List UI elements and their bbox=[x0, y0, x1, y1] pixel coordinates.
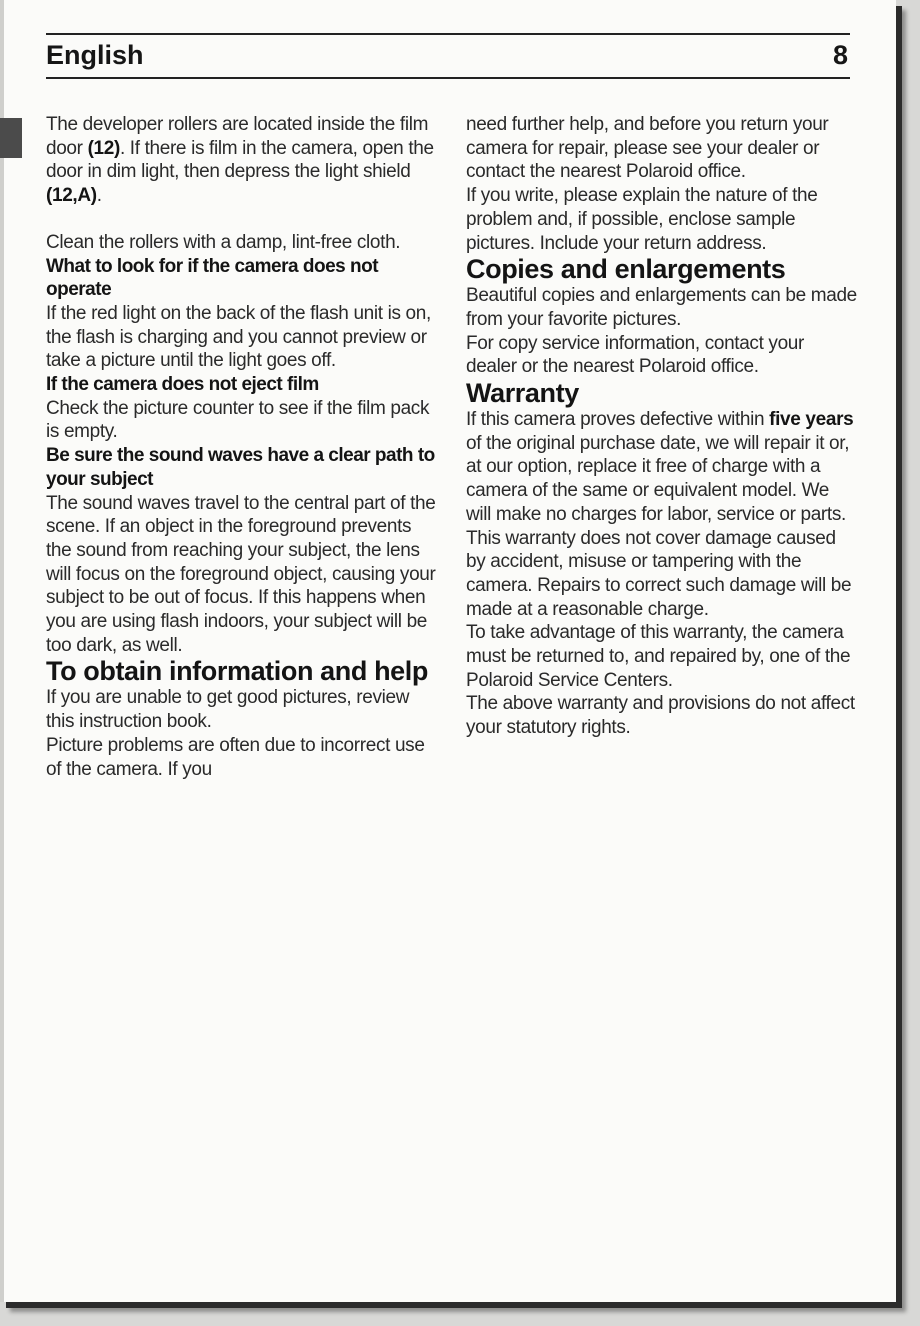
rollers-paragraph: The developer rollers are located inside the film door (12). If there is film in the camera, open the door in dim light, then depress the light shield (12,A). bbox=[46, 114, 434, 207]
section-heading-help: To obtain information and help bbox=[46, 656, 428, 687]
warranty-term: five years bbox=[769, 409, 854, 431]
subheading-not-operate: What to look for if the camera does not operate bbox=[46, 255, 379, 301]
damage-paragraph: This warranty does not cover damage caused by accident, misuse or tampering with the camera. Repairs to correct such damage will be made at a reasonable charge. bbox=[466, 527, 852, 620]
section-heading-copies: Copies and enlargements bbox=[466, 254, 786, 285]
write-paragraph: If you write, please explain the nature of the problem and, if possible, enclose sample pictures. Include your return address. bbox=[466, 185, 818, 254]
page-number: 8 bbox=[832, 40, 848, 70]
language-label: English bbox=[46, 40, 144, 70]
repair-help-paragraph: need further help, and before you return your camera for repair, please see your dealer or contact the nearest Polaroid office. bbox=[466, 114, 829, 183]
page-edge bbox=[0, 0, 4, 1302]
section-tab-marker bbox=[0, 118, 22, 158]
copies-paragraph: Beautiful copies and enlargements can be made from your favorite pictures. bbox=[466, 285, 857, 330]
review-book-paragraph: If you are unable to get good pictures, review this instruction book. bbox=[46, 687, 410, 733]
left-column bbox=[46, 113, 441, 781]
sound-waves-paragraph: The sound waves travel to the central part of the scene. If an object in the foreground prevents the sound from reaching your subject, the lens will focus on the foreground object, causing your subject to be out of focus. If this happens when you are using flash indoors, your subject will be too dark, as well. bbox=[46, 492, 436, 656]
statutory-rights-paragraph: The above warranty and provisions do not affect your statutory rights. bbox=[466, 693, 855, 739]
subheading-sound-waves: Be sure the sound waves have a clear path to your subject bbox=[46, 445, 435, 490]
section-heading-warranty: Warranty bbox=[466, 378, 579, 409]
figure-ref-12: (12) bbox=[87, 137, 120, 159]
page-header bbox=[46, 33, 850, 79]
flash-light-paragraph: If the red light on the back of the flash unit is on, the flash is charging and you cannot preview or take a picture until the light goes off. bbox=[46, 302, 431, 372]
copy-service-paragraph: For copy service information, contact your dealer or the nearest Polaroid office. bbox=[466, 332, 804, 378]
clean-rollers-paragraph: Clean the rollers with a damp, lint-free cloth. bbox=[46, 231, 401, 253]
figure-ref-12a: (12,A) bbox=[46, 185, 97, 207]
subheading-eject-film: If the camera does not eject film bbox=[46, 374, 319, 396]
service-centers-paragraph: To take advantage of this warranty, the camera must be returned to, and repaired by, one of the Polaroid Service Centers. bbox=[466, 622, 851, 691]
right-column bbox=[466, 113, 858, 740]
picture-counter-paragraph: Check the picture counter to see if the film pack is empty. bbox=[46, 397, 430, 443]
warranty-paragraph: If this camera proves defective within five years of the original purchase date, we will repair it or, at our option, replace it free of charge with a camera of the same or equivalent model. We will make no charges for labor, service or parts. bbox=[466, 409, 854, 525]
picture-problems-paragraph: Picture problems are often due to incorrect use of the camera. If you bbox=[46, 734, 425, 780]
